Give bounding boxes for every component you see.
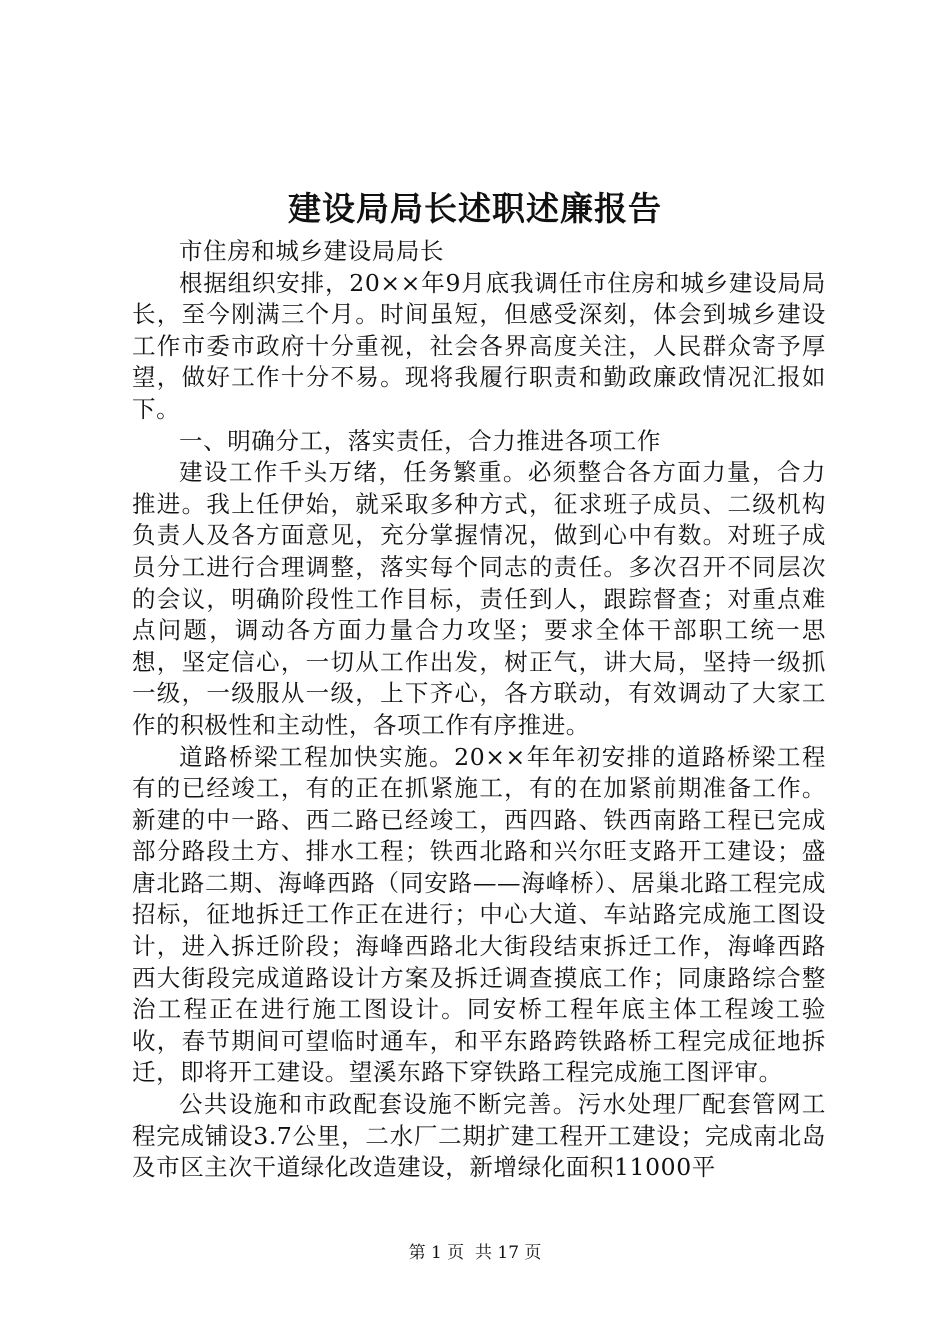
paragraph-roads-bridges: 道路桥梁工程加快实施。20××年年初安排的道路桥梁工程有的已经竣工，有的正在抓紧施工，有的在加紧前期准备工作。新建的中一路、西二路已经竣工，西四路、铁西南路工程已完成部分路段土方、排水工程；铁西北路和兴尔旺支路开工建设；盛唐北路二期、海峰西路（同安路——海峰桥）、居巢北路工程完成招标，征地拆迁工作正在进行；中心大道、车站路完成施工图设计，进入拆迁阶段；海峰西路北大街段结束拆迁工作，海峰西路西大街段完成道路设计方案及拆迁调查摸底工作；同康路综合整治工程正在进行施工图设计。同安桥工程年底主体工程竣工验收，春节期间可望临时通车，和平东路跨铁路桥工程完成征地拆迁，即将开工建设。望溪东路下穿铁路工程完成施工图评审。 [132,742,826,1087]
section-heading-1: 一、明确分工，落实责任，合力推进各项工作 [179,426,661,455]
document-title: 建设局局长述职述廉报告 [288,189,662,228]
page-number-footer: 第 1 页 共 17 页 [408,1243,542,1263]
paragraph-division-of-work: 建设工作千头万绪，任务繁重。必须整合各方面力量，合力推进。我上任伊始，就采取多种方式，征求班子成员、二级机构负责人及各方面意见，充分掌握情况，做到心中有数。对班子成员分工进行合理调整，落实每个同志的责任。多次召开不同层次的会议，明确阶段性工作目标，责任到人，跟踪督查；对重点难点问题，调动各方面力量合力攻坚；要求全体干部职工统一思想，坚定信心，一切从工作出发，树正气，讲大局，坚持一级抓一级，一级服从一级，上下齐心，各方联动，有效调动了大家工作的积极性和主动性，各项工作有序推进。 [132,458,826,739]
document-body [132,236,826,1184]
paragraph-intro: 根据组织安排，20××年9月底我调任市住房和城乡建设局局长，至今刚满三个月。时间虽短，但感受深刻，体会到城乡建设工作市委市政府十分重视，社会各界高度关注，人民群众寄予厚望，做好工作十分不易。现将我履行职责和勤政廉政情况汇报如下。 [132,268,826,423]
paragraph-addressee: 市住房和城乡建设局局长 [179,237,445,265]
paragraph-public-facilities: 公共设施和市政配套设施不断完善。污水处理厂配套管网工程完成铺设3.7公里，二水厂二期扩建工程开工建设；完成南北岛及市区主次干道绿化改造建设，新增绿化面积11000平 [132,1090,826,1182]
